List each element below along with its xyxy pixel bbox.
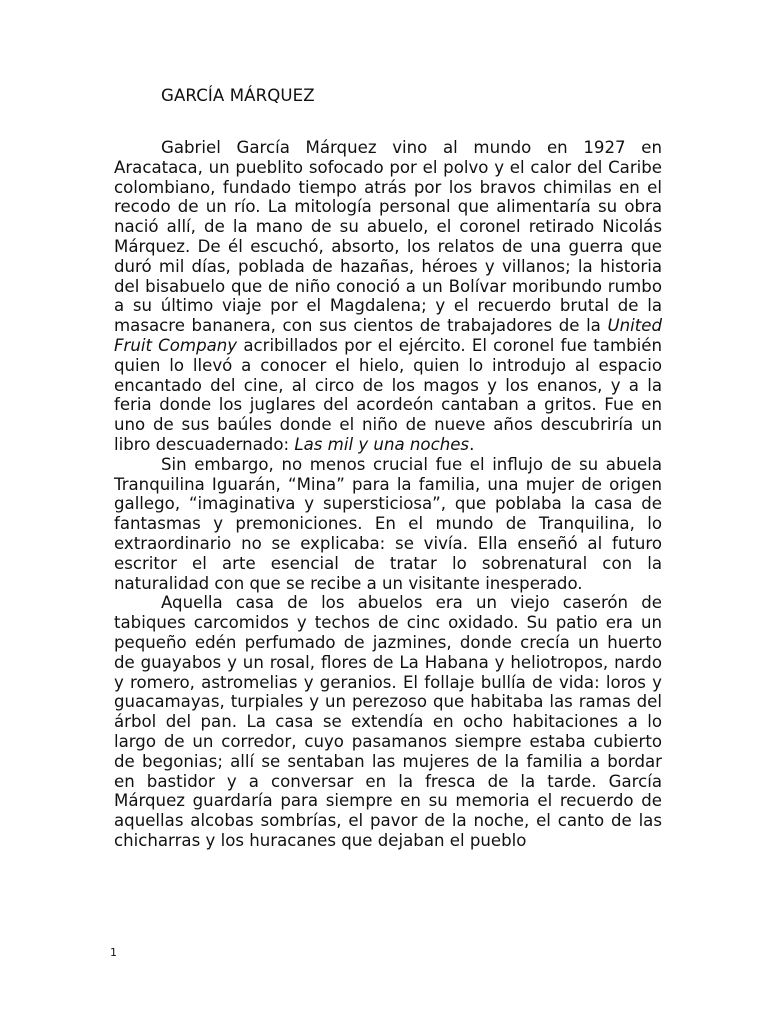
text-run: Sin embargo, no menos crucial fue el influjo de su abuela Tranquilina Iguarán, “Mina” para la familia, una mujer de origen gallego, “imaginativa y supersticiosa”, que poblaba la casa de fantasmas y premoniciones. En el mundo de Tranquilina, lo extraordinario no se explicaba: se vivía. Ella enseñó al futuro escritor el arte esencial de tratar lo sobrenatural con la naturalidad con que se recibe a un visitante inesperado.: [114, 454, 662, 593]
paragraph-1: [114, 138, 662, 455]
page-number: 1: [110, 946, 117, 959]
italic-text-run: Las mil y una noches: [294, 434, 470, 454]
paragraph-2: [114, 455, 662, 594]
document-title: GARCÍA MÁRQUEZ: [161, 86, 315, 105]
document-page: [114, 84, 662, 851]
text-run: .: [469, 434, 475, 454]
text-run: Gabriel García Márquez vino al mundo en 1927 en Aracataca, un pueblito sofocado por el polvo y el calor del Caribe colombiano, fundado tiempo atrás por los bravos chimilas en el recodo de un río. La mitología personal que alimentaría su obra nació allí, de la mano de su abuelo, el coronel retirado Nicolás Márquez. De él escuchó, absorto, los relatos de una guerra que duró mil días, poblada de hazañas, héroes y villanos; la historia del bisabuelo que de niño conoció a un Bolívar moribundo rumbo a su último viaje por el Magdalena; y el recuerdo brutal de la masacre bananera, con sus cientos de trabajadores de la: [114, 138, 662, 336]
text-run: Aquella casa de los abuelos era un viejo caserón de tabiques carcomidos y techos de cinc oxidado. Su patio era un pequeño edén perfumado de jazmines, donde crecía un huerto de guayabos y un rosal, flores de La Habana y heliotropos, nardo y romero, astromelias y geranios. El follaje bullía de vida: loros y guacamayas, turpiales y un perezoso que habitaba las ramas del árbol del pan. La casa se extendía en ocho habitaciones a lo largo de un corredor, cuyo pasamanos siempre estaba cubierto de begonias; allí se sentaban las mujeres de la familia a bordar en bastidor y a conversar en la fresca de la tarde. García Márquez guardaría para siempre en su memoria el recuerdo de aquellas alcobas sombrías, el pavor de la noche, el canto de las chicharras y los huracanes que dejaban el pueblo: [114, 593, 662, 850]
italic-text-run: United Fruit Company: [114, 316, 662, 355]
paragraph-3: [114, 593, 662, 850]
text-run: acribillados por el ejército. El coronel fue también quien lo llevó a conocer el hielo, quien lo introdujo al espacio encantado del cine, al circo de los magos y los enanos, y a la feria donde los juglares del acordeón cantaban a gritos. Fue en uno de sus baúles donde el niño de nueve años descubriría un libro descuadernado:: [114, 335, 662, 454]
